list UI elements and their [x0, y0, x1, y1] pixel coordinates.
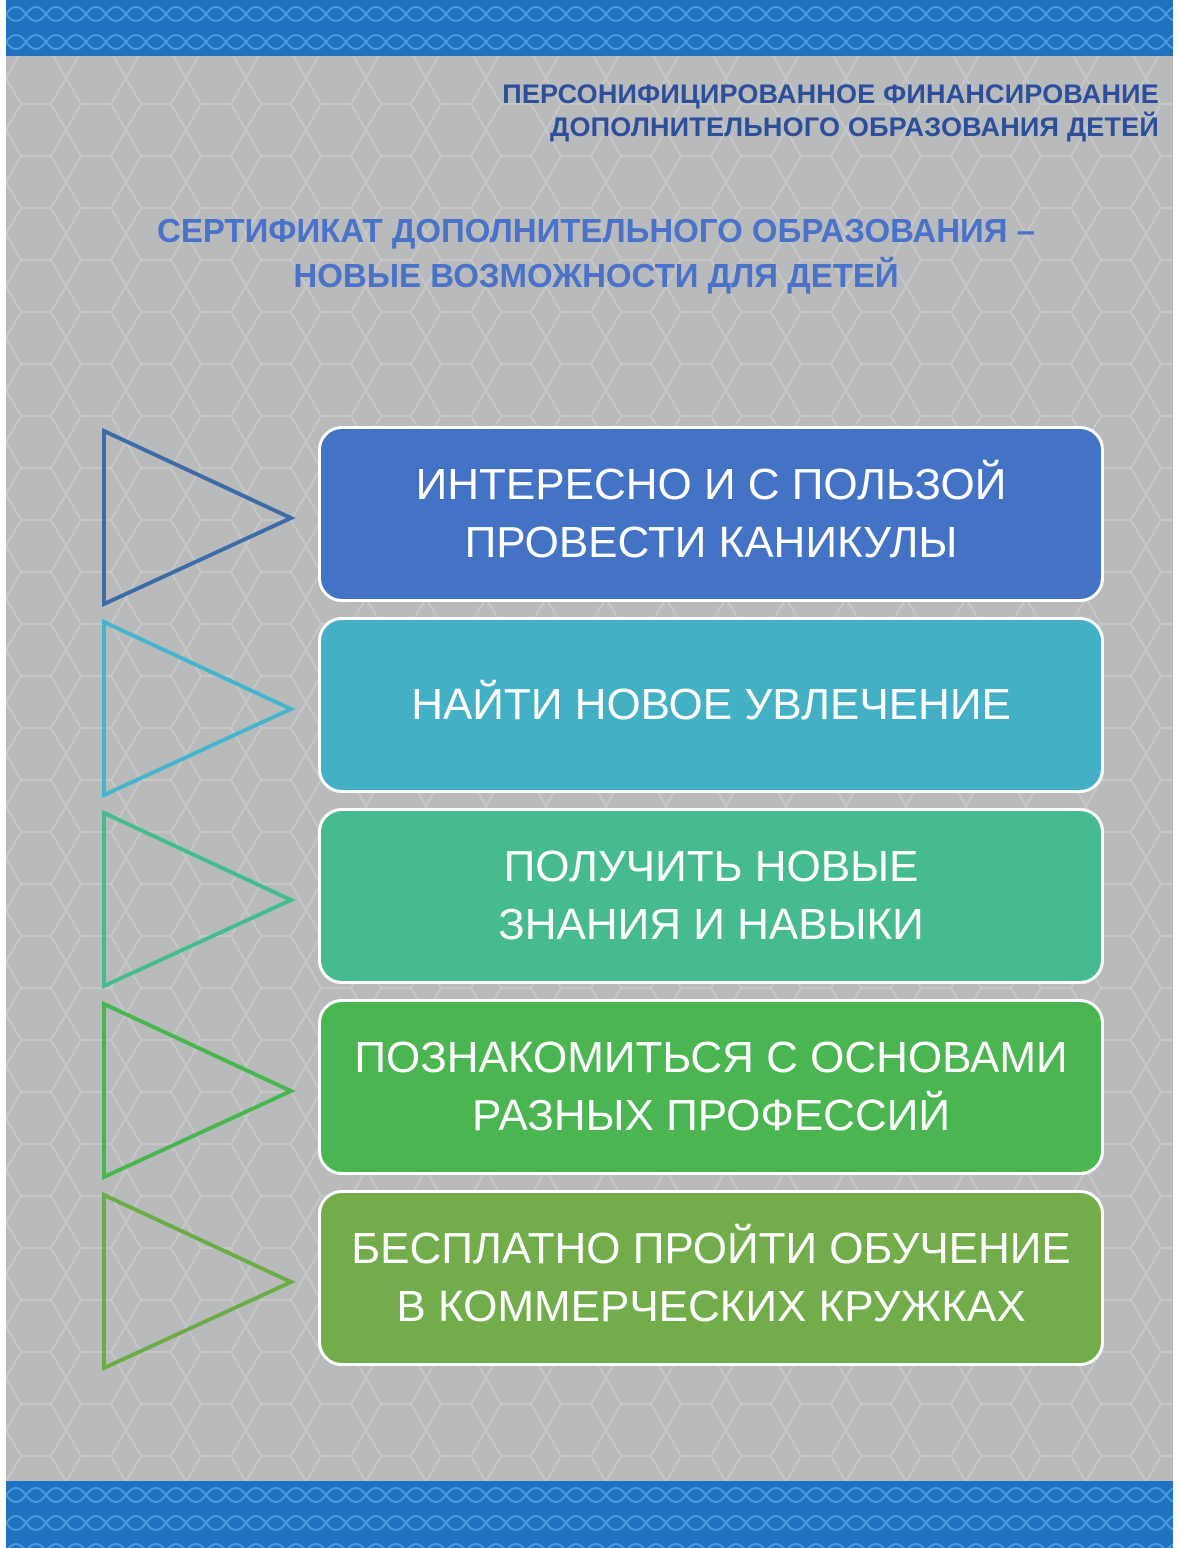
benefit-card-text: ПОЛУЧИТЬ НОВЫЕ ЗНАНИЯ И НАВЫКИ: [498, 842, 924, 949]
top-decorative-band: [6, 0, 1173, 56]
benefit-card-text: ИНТЕРЕСНО И С ПОЛЬЗОЙ ПРОВЕСТИ КАНИКУЛЫ: [415, 460, 1007, 567]
page: [6, 0, 1173, 1548]
benefit-card-1: [318, 426, 1104, 602]
header-title: [502, 78, 1159, 144]
header-title-line1: ПЕРСОНИФИЦИРОВАННОЕ ФИНАНСИРОВАНИЕ: [502, 79, 1159, 109]
page-title-line2: НОВЫЕ ВОЗМОЖНОСТИ ДЛЯ ДЕТЕЙ: [293, 257, 899, 294]
bottom-decorative-band: [6, 1481, 1173, 1548]
benefit-card-2: [318, 617, 1104, 793]
benefit-card-text: НАЙТИ НОВОЕ УВЛЕЧЕНИЕ: [411, 680, 1011, 729]
benefit-card-text: БЕСПЛАТНО ПРОЙТИ ОБУЧЕНИЕ В КОММЕРЧЕСКИХ КРУЖКАХ: [351, 1224, 1071, 1331]
header-title-line2: ДОПОЛНИТЕЛЬНОГО ОБРАЗОВАНИЯ ДЕТЕЙ: [550, 112, 1159, 142]
benefit-card-4: [318, 999, 1104, 1175]
triangle-arrow-icon-2: [101, 619, 301, 799]
triangle-arrow-icon-4: [101, 1001, 301, 1181]
triangle-arrow-icon-1: [101, 428, 301, 608]
benefit-card-5: [318, 1190, 1104, 1366]
benefit-card-text: ПОЗНАКОМИТЬСЯ С ОСНОВАМИ РАЗНЫХ ПРОФЕССИЙ: [354, 1033, 1068, 1140]
page-title: [6, 208, 1173, 298]
triangle-arrow-icon-3: [101, 810, 301, 990]
benefit-card-3: [318, 808, 1104, 984]
triangle-arrow-icon-5: [101, 1192, 301, 1372]
page-title-line1: СЕРТИФИКАТ ДОПОЛНИТЕЛЬНОГО ОБРАЗОВАНИЯ –: [157, 212, 1035, 249]
